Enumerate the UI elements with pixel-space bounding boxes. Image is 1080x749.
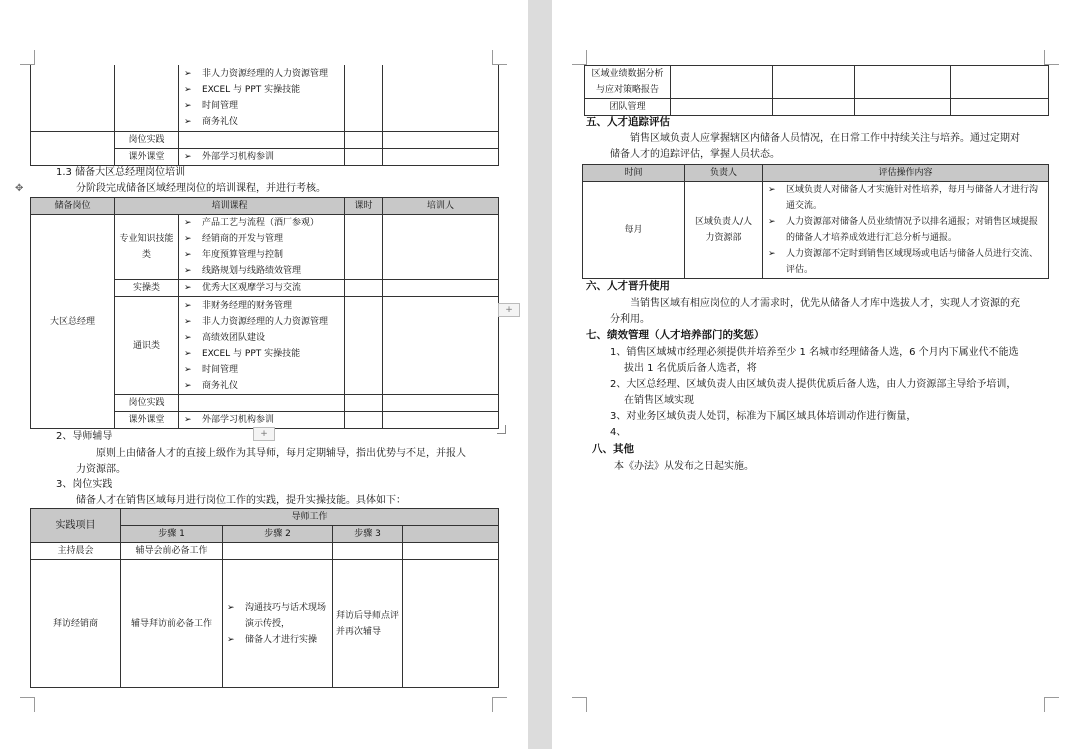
paragraph: 储备人才的追踪评估，掌握人员状态。 — [610, 149, 780, 160]
list-item: ➢ 人力资源部不定时到销售区域现场或电话与储备人员进行交流、评估。 — [766, 246, 1045, 278]
list-item: ➢ 时间管理 — [182, 362, 341, 378]
list-item: 1、销售区域城市经理必须提供并培养至少 1 名城市经理储备人选，6 个月内下属业代不能选 — [610, 347, 1019, 358]
table-cell: 团队管理 — [585, 99, 671, 116]
paragraph: 力资源部。 — [76, 464, 126, 475]
add-column-button[interactable]: + — [498, 303, 520, 317]
table-cell: 辅导拜访前必备工作 — [121, 560, 223, 688]
section-heading: 3、岗位实践 — [56, 479, 113, 490]
list-item: ➢ EXCEL 与 PPT 实操技能 — [182, 346, 341, 362]
section-heading: 2、导师辅导 — [56, 431, 113, 442]
crop-mark — [1044, 697, 1059, 712]
list-item: ➢ 外部学习机构参训 — [182, 149, 341, 165]
table-cell: 辅导会前必备工作 — [121, 543, 223, 560]
crop-mark — [1044, 50, 1059, 65]
paragraph: 储备人才在销售区域每月进行岗位工作的实践，提升实操技能。具体如下： — [76, 495, 406, 506]
document-page-right — [552, 0, 1080, 749]
category-cell: 通识类 — [115, 297, 179, 395]
document-page-left — [0, 0, 528, 749]
paragraph: 原则上由储备人才的直接上级作为其导师，每月定期辅导，指出优势与不足，并报人 — [96, 448, 466, 459]
table-cell: 区域业绩数据分析与应对策略报告 — [585, 66, 671, 99]
crop-mark — [20, 697, 35, 712]
table-header: 实践项目 — [31, 509, 121, 543]
table-header: 培训人 — [383, 198, 499, 215]
table-cell: 每月 — [583, 182, 685, 279]
table-header: 步骤 1 — [121, 526, 223, 543]
paragraph: 当销售区域有相应岗位的人才需求时，优先从储备人才库中选拔人才，实现人才资源的充 — [630, 298, 1020, 309]
section-heading: 八、其他 — [592, 443, 634, 455]
list-item: ➢ EXCEL 与 PPT 实操技能 — [182, 82, 341, 98]
table-cell: 主持晨会 — [31, 543, 121, 560]
list-item: ➢ 优秀大区观摩学习与交流 — [182, 280, 341, 296]
category-cell: 实操类 — [115, 280, 179, 297]
section-heading: 七、绩效管理（人才培养部门的奖惩） — [586, 329, 765, 341]
position-cell: 大区总经理 — [31, 215, 115, 429]
list-item: ➢ 经销商的开发与管理 — [182, 231, 341, 247]
category-cell: 专业知识技能类 — [115, 215, 179, 280]
paragraph: 分利用。 — [610, 314, 650, 325]
crop-mark — [492, 697, 507, 712]
table-header: 课时 — [345, 198, 383, 215]
table-header: 步骤 3 — [333, 526, 403, 543]
section-heading: 五、人才追踪评估 — [586, 116, 670, 128]
continued-table — [584, 65, 1049, 116]
table-cell: 岗位实践 — [115, 131, 179, 148]
section-heading: 1.3 储备大区总经理岗位培训 — [56, 167, 186, 178]
table-cell: 区域负责人/人力资源部 — [685, 182, 763, 279]
list-item: ➢ 人力资源部对储备人员业绩情况予以排名通报；对销售区域提报的储备人才培养成效进行汇总分析与通报。 — [766, 214, 1045, 246]
list-item: 3、对业务区域负责人处罚，标准为下属区域具体培训动作进行衡量， — [610, 411, 917, 422]
crop-mark — [572, 50, 587, 65]
crop-mark — [492, 50, 507, 65]
table-header: 导师工作 — [121, 509, 499, 526]
list-item: ➢ 沟通技巧与话术现场演示传授， — [225, 600, 330, 632]
list-item: ➢ 商务礼仪 — [182, 378, 341, 394]
list-item: ➢ 时间管理 — [182, 98, 341, 114]
list-item: 拔出 1 名优质后备人选者，将 — [624, 363, 757, 374]
list-item: ➢ 储备人才进行实操 — [225, 632, 330, 648]
continued-training-table — [30, 65, 499, 166]
crop-mark — [572, 697, 587, 712]
course-list — [182, 66, 341, 130]
list-item: ➢ 线路规划与线路绩效管理 — [182, 263, 341, 279]
table-cell: 拜访经销商 — [31, 560, 121, 688]
list-item: 4、 — [610, 427, 627, 438]
paragraph: 分阶段完成储备区域经理岗位的培训课程，并进行考核。 — [76, 183, 326, 194]
category-cell: 岗位实践 — [115, 395, 179, 412]
table-resize-handle[interactable] — [497, 425, 506, 434]
table-header: 时间 — [583, 165, 685, 182]
practice-table — [30, 508, 499, 688]
table-header: 步骤 2 — [223, 526, 333, 543]
list-item: ➢ 商务礼仪 — [182, 114, 341, 130]
table-cell: 拜访后导师点评并再次辅导 — [333, 560, 403, 688]
table-header: 负责人 — [685, 165, 763, 182]
category-cell: 课外课堂 — [115, 412, 179, 429]
list-item: ➢ 非财务经理的财务管理 — [182, 298, 341, 314]
paragraph: 本《办法》从发布之日起实施。 — [614, 461, 754, 472]
list-item: ➢ 非人力资源经理的人力资源管理 — [182, 314, 341, 330]
list-item: 2、大区总经理、区域负责人由区域负责人提供优质后备人选，由人力资源部主导给予培训， — [610, 379, 1017, 390]
list-item: ➢ 区域负责人对储备人才实施针对性培养，每月与储备人才进行沟通交流。 — [766, 182, 1045, 214]
page-gutter — [528, 0, 552, 749]
reserve-gm-training-table — [30, 197, 499, 429]
list-item: ➢ 高绩效团队建设 — [182, 330, 341, 346]
table-header: 评估操作内容 — [763, 165, 1049, 182]
table-header: 培训课程 — [115, 198, 345, 215]
table-header: 储备岗位 — [31, 198, 115, 215]
move-table-icon[interactable]: ✥ — [15, 183, 24, 194]
add-row-button[interactable]: + — [253, 427, 275, 441]
list-item: ➢ 年度预算管理与控制 — [182, 247, 341, 263]
list-item: ➢ 外部学习机构参训 — [182, 412, 341, 428]
paragraph: 销售区域负责人应掌握辖区内储备人员情况，在日常工作中持续关注与培养。通过定期对 — [630, 133, 1020, 144]
list-item: 在销售区域实现 — [624, 395, 694, 406]
table-cell: 课外课堂 — [115, 148, 179, 165]
evaluation-table — [582, 164, 1049, 279]
list-item: ➢ 非人力资源经理的人力资源管理 — [182, 66, 341, 82]
section-heading: 六、人才晋升使用 — [586, 280, 670, 292]
list-item: ➢ 产品工艺与流程（酒厂参观） — [182, 215, 341, 231]
crop-mark — [20, 50, 35, 65]
